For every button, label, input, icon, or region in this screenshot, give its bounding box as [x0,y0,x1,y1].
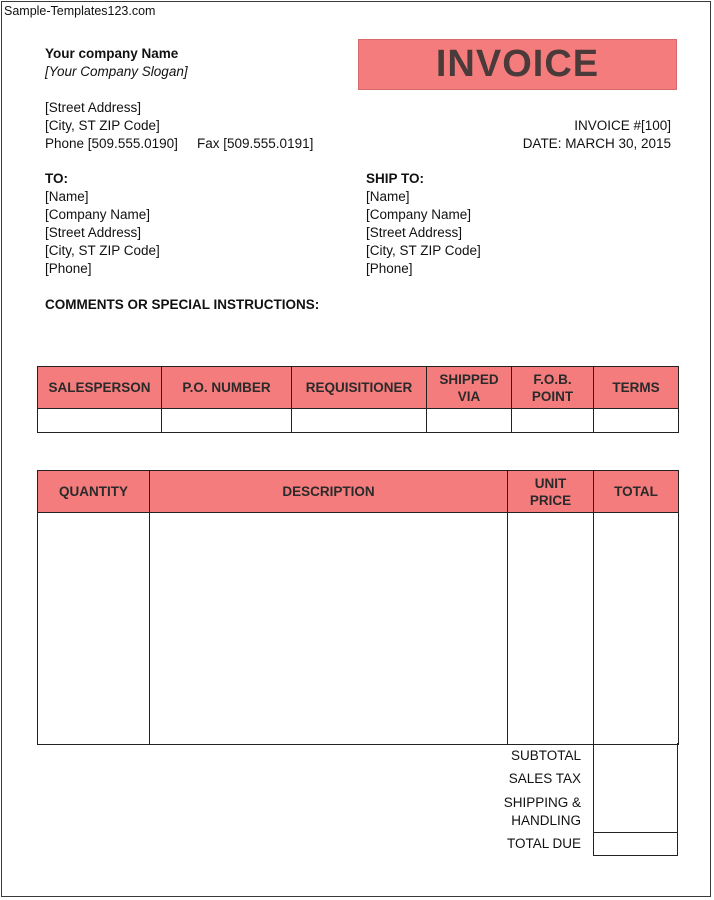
comments-label: COMMENTS OR SPECIAL INSTRUCTIONS: [45,297,320,312]
company-city: [City, ST ZIP Code] [45,118,160,133]
ship-to-company: [Company Name] [366,207,472,222]
header-requisitioner: REQUISITIONER [292,367,427,409]
to-company: [Company Name] [45,207,151,222]
header-shipped-via: SHIPPED VIA [427,367,512,409]
subtotal-label: SUBTOTAL [510,748,581,763]
header-total: TOTAL [594,471,679,513]
quantity-cell[interactable] [38,513,150,745]
company-slogan: [Your Company Slogan] [45,64,188,79]
header-terms: TERMS [594,367,679,409]
company-street: [Street Address] [45,100,142,115]
company-fax: Fax [509.555.0191] [197,136,314,151]
watermark-text: Sample-Templates123.com [4,4,156,18]
po-number-cell[interactable] [162,409,292,433]
unit-price-cell[interactable] [508,513,594,745]
shipped-via-cell[interactable] [427,409,512,433]
ship-to-name: [Name] [366,189,410,204]
ship-to-heading: SHIP TO: [366,171,425,186]
invoice-title: INVOICE [435,43,600,85]
order-info-header-row [38,367,679,409]
items-table [37,470,679,745]
order-info-row [38,409,679,433]
header-quantity: QUANTITY [38,471,150,513]
items-header-row [38,471,679,513]
header-salesperson: SALESPERSON [38,367,162,409]
terms-cell[interactable] [594,409,679,433]
totals-values-box[interactable] [593,743,678,832]
invoice-title-box [358,39,677,90]
company-name: Your company Name [45,46,179,61]
requisitioner-cell[interactable] [292,409,427,433]
salesperson-cell[interactable] [38,409,162,433]
description-cell[interactable] [150,513,508,745]
header-fob-point: F.O.B. POINT [512,367,594,409]
ship-to-phone: [Phone] [366,261,413,276]
invoice-number: INVOICE #[100] [574,118,671,133]
to-phone: [Phone] [45,261,92,276]
to-name: [Name] [45,189,89,204]
order-info-table [37,366,679,433]
header-po-number: P.O. NUMBER [162,367,292,409]
sales-tax-label: SALES TAX [508,771,581,786]
to-city: [City, ST ZIP Code] [45,243,160,258]
ship-to-street: [Street Address] [366,225,463,240]
total-cell[interactable] [594,513,679,745]
total-due-value-cell[interactable] [593,832,678,856]
fob-point-cell[interactable] [512,409,594,433]
company-phone: Phone [509.555.0190] [45,136,178,151]
invoice-date: DATE: MARCH 30, 2015 [522,136,671,151]
header-description: DESCRIPTION [150,471,508,513]
to-street: [Street Address] [45,225,142,240]
to-heading: TO: [45,171,68,186]
shipping-handling-label: SHIPPING & HANDLING [503,795,581,828]
total-due-label: TOTAL DUE [506,836,581,851]
ship-to-city: [City, ST ZIP Code] [366,243,481,258]
header-unit-price: UNIT PRICE [508,471,594,513]
items-body-row [38,513,679,745]
